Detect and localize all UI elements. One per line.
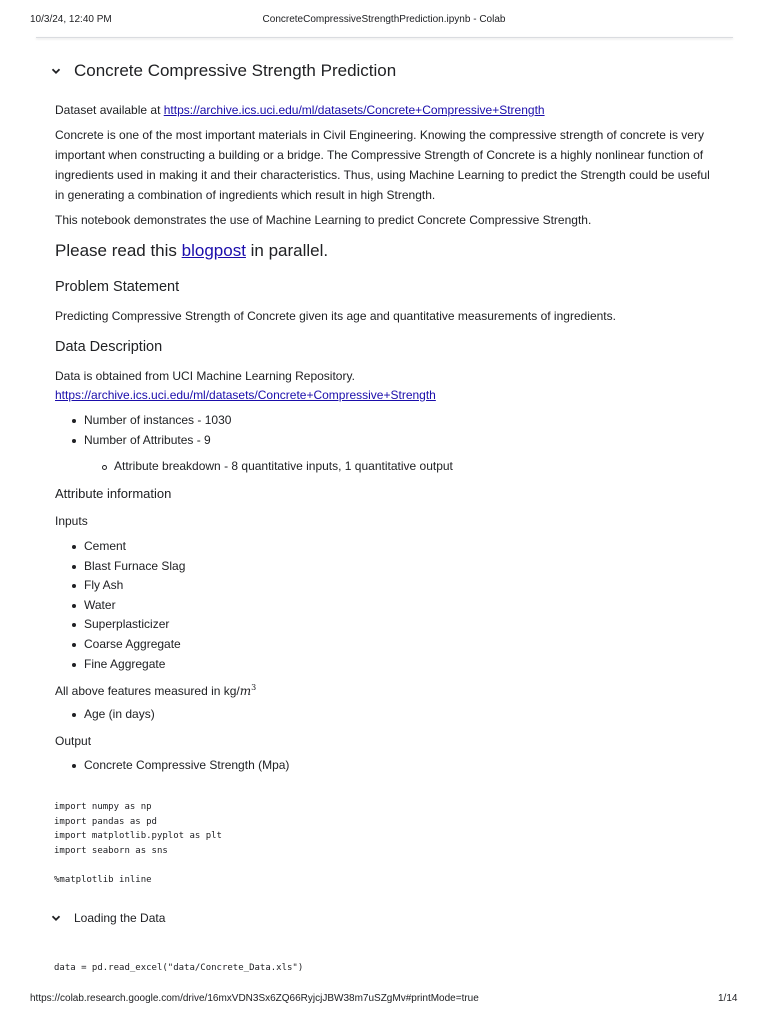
- loading-section-heading: [50, 911, 165, 925]
- dataset-link[interactable]: https://archive.ics.uci.edu/ml/datasets/Concrete+Compressive+Strength: [163, 103, 545, 117]
- header-divider: [36, 37, 733, 38]
- loading-section-title: Loading the Data: [74, 911, 166, 925]
- chevron-down-icon[interactable]: [50, 912, 62, 924]
- code-cell-load[interactable]: data = pd.read_excel("data/Concrete_Data.xls"): [54, 963, 304, 973]
- list-item: Superplasticizer: [72, 615, 185, 635]
- inputs-label: Inputs: [55, 514, 88, 528]
- dataset-prefix: Dataset available at: [55, 103, 164, 117]
- list-item: Concrete Compressive Strength (Mpa): [72, 756, 289, 776]
- list-item: Number of instances - 1030: [72, 411, 231, 431]
- read-blogpost-line: [55, 241, 328, 261]
- problem-heading: Problem Statement: [55, 279, 180, 295]
- data-description-link-line: [55, 385, 715, 405]
- list-item: Cement: [72, 537, 185, 557]
- data-description-link[interactable]: https://archive.ics.uci.edu/ml/datasets/Concrete+Compressive+Strength: [55, 388, 436, 402]
- print-title: ConcreteCompressiveStrengthPrediction.ipynb - Colab: [262, 14, 506, 25]
- print-datetime: 10/3/24, 12:40 PM: [30, 14, 112, 25]
- outputs-list: [72, 756, 289, 776]
- list-item: Water: [72, 596, 185, 616]
- list-item: Fine Aggregate: [72, 655, 185, 675]
- data-description-text: Data is obtained from UCI Machine Learning Repository.: [55, 369, 355, 383]
- list-item: Attribute breakdown - 8 quantitative inputs, 1 quantitative output: [102, 457, 453, 477]
- unit-exponent: 3: [251, 683, 257, 692]
- data-description-list: [72, 411, 231, 450]
- demo-paragraph: This notebook demonstrates the use of Machine Learning to predict Concrete Compressive Strength.: [55, 213, 592, 227]
- unit-base: m: [239, 684, 252, 698]
- attribute-info-heading: Attribute information: [55, 486, 172, 501]
- list-item: Age (in days): [72, 705, 155, 725]
- list-item: Number of Attributes - 9: [72, 431, 231, 451]
- read-suffix: in parallel.: [245, 241, 329, 260]
- inputs-list: [72, 537, 185, 674]
- output-label: Output: [55, 734, 92, 748]
- list-item: Blast Furnace Slag: [72, 557, 185, 577]
- print-page-number: 1/14: [718, 993, 738, 1004]
- section-heading: [50, 61, 396, 81]
- extra-inputs-list: [72, 705, 155, 725]
- dataset-line: [55, 100, 715, 120]
- blogpost-link[interactable]: blogpost: [181, 241, 246, 260]
- print-footer-url: https://colab.research.google.com/drive/16mxVDN3Sx6ZQ66RyjcjJBW38m7uSZgMv#printMode=true: [30, 993, 479, 1004]
- attribute-breakdown-list: [102, 457, 453, 477]
- section-title: Concrete Compressive Strength Prediction: [74, 61, 397, 80]
- measurement-note: [55, 678, 715, 701]
- measurement-unit: [240, 684, 256, 698]
- read-prefix: Please read this: [55, 241, 182, 260]
- list-item: Fly Ash: [72, 576, 185, 596]
- chevron-down-icon[interactable]: [50, 65, 62, 77]
- problem-text: Predicting Compressive Strength of Concrete given its age and quantitative measurements of ingredients.: [55, 309, 616, 323]
- list-item: Coarse Aggregate: [72, 635, 185, 655]
- intro-paragraph: Concrete is one of the most important materials in Civil Engineering. Knowing the compressive strength of concrete is very important when constructing a building or a bridge. The Compressive Strength of Concrete is a highly nonlinear function of ingredients used in making it and their characteristics. Thus, using Machine Learning to predict the Strength could be useful in generating a combination of ingredients which result in high Strength.: [55, 128, 710, 202]
- code-cell-imports[interactable]: import numpy as np import pandas as pd import matplotlib.pyplot as plt import seaborn as sns %matplotlib inline: [54, 802, 222, 885]
- measurement-prefix: All above features measured in kg/: [55, 684, 240, 698]
- data-description-heading: Data Description: [55, 339, 163, 355]
